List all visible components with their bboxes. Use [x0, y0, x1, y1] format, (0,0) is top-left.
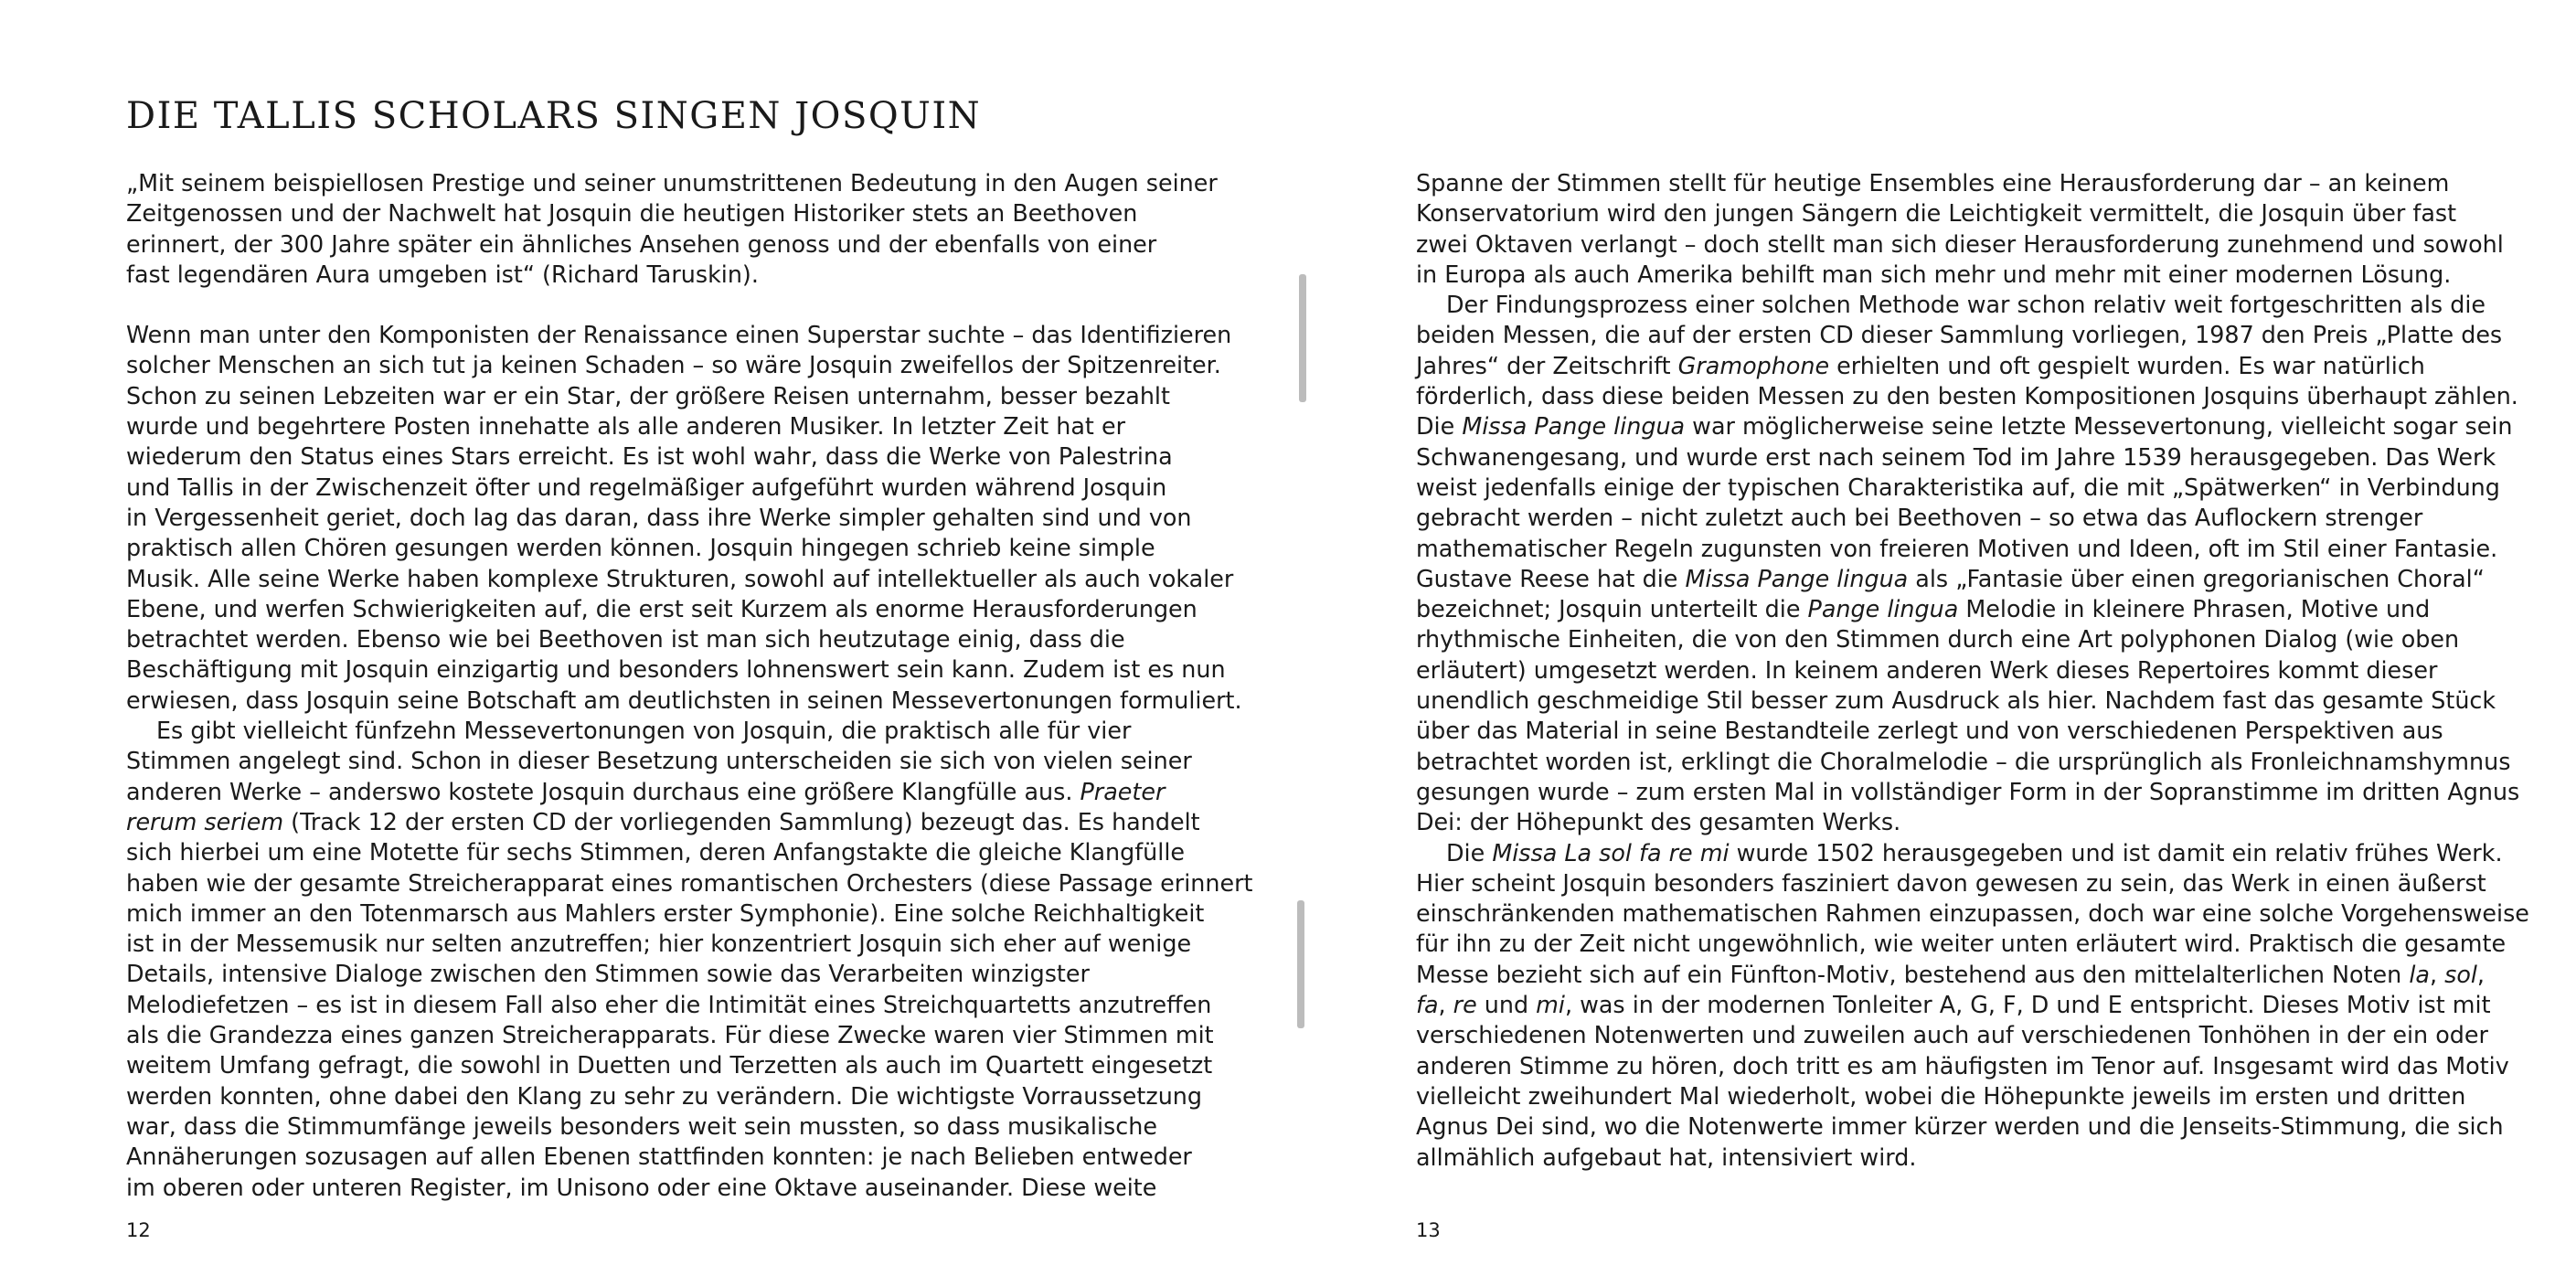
text-line [126, 229, 1223, 260]
text-run: Dei: der Höhepunkt des gesamten Werks. [1416, 808, 1901, 836]
text-line [1416, 198, 2504, 229]
text-line [1416, 747, 2511, 777]
text-run: erinnert, der 300 Jahre später ein ähnliches Ansehen genoss und der ebenfalls von einer [126, 229, 1157, 258]
text-run: Details, intensive Dialoge zwischen den Stimmen sowie das Verarbeiten winzigster [126, 960, 1090, 988]
text-run: Stimmen angelegt sind. Schon in dieser Besetzung unterscheiden sie sich von vielen seiner [126, 747, 1192, 775]
text-line [126, 198, 1223, 229]
page-title: DIE TALLIS SCHOLARS SINGEN JOSQUIN [126, 95, 982, 137]
text-run: Hier scheint Josquin besonders fasziniert davon gewesen zu sein, das Werk in einen äußerst [1416, 868, 2486, 897]
text-line [126, 990, 1223, 1020]
text-run: Jahres“ der Zeitschrift [1416, 351, 1678, 379]
text-run: Es gibt vielleicht fünfzehn Messevertonungen von Josquin, die praktisch alle für vier [156, 717, 1132, 745]
text-line [126, 1111, 1223, 1142]
text-run: und Tallis in der Zwischenzeit öfter und regelmäßiger aufgeführt wurden während Josquin [126, 473, 1167, 501]
text-line [1416, 1111, 2504, 1142]
text-line [1416, 1051, 2509, 1081]
text-line [126, 320, 1232, 350]
text-run: weist jedenfalls einige der typischen Charakteristika auf, die mit „Spätwerken“ in Verbindung [1416, 473, 2500, 501]
text-run: gesungen wurde – zum ersten Mal in vollständiger Form in der Sopranstimme im dritten Agnus [1416, 777, 2520, 805]
text-run: haben wie der gesamte Streicherapparat eines romantischen Orchesters (diese Passage erinnert [126, 868, 1253, 897]
right-page [1288, 0, 2576, 1276]
italic-text: Missa Pange lingua [1685, 564, 1909, 592]
text-line [126, 1020, 1223, 1050]
text-run: und [1476, 991, 1537, 1019]
italic-text: rerum seriem [126, 807, 284, 835]
text-line [126, 868, 1253, 899]
text-run: als „Fantasie über einen gregorianischen Choral“ [1908, 564, 2485, 592]
page-number-left: 12 [126, 1219, 151, 1241]
text-run: Konservatorium wird den jungen Sängern die Leichtigkeit vermittelt, die Josquin über fast [1416, 199, 2457, 228]
text-line [1416, 1081, 2504, 1111]
text-run: Gustave Reese hat die [1416, 564, 1686, 592]
text-run: sich hierbei um eine Motette für sechs Stimmen, deren Anfangstakte die gleiche Klangfülle [126, 838, 1186, 867]
text-line [1416, 807, 2504, 837]
text-run: erläutert) umgesetzt werden. In keinem anderen Werk dieses Repertoires kommt dieser [1416, 655, 2438, 684]
body-paragraph [1416, 838, 2529, 1173]
text-line [1416, 990, 2504, 1020]
text-line [126, 899, 1223, 929]
text-line [1416, 929, 2507, 959]
text-line [126, 1142, 1223, 1172]
text-run: solcher Menschen an sich tut ja keinen Schaden – so wäre Josquin zweifellos der Spitzenreiter. [126, 351, 1221, 379]
body-paragraph [126, 716, 1253, 1203]
text-run: Zeitgenossen und der Nachwelt hat Josquin die heutigen Historiker stets an Beethoven [126, 199, 1138, 228]
text-run: allmählich aufgebaut hat, intensiviert wird. [1416, 1143, 1917, 1171]
text-run: Wenn man unter den Komponisten der Renaissance einen Superstar suchte – das Identifizieren [126, 321, 1232, 349]
body-paragraph [126, 168, 1223, 290]
text-run: für ihn zu der Zeit nicht ungewöhnlich, wie weiter unten erläutert wird. Praktisch die gesamte [1416, 930, 2507, 958]
body-paragraph [1416, 290, 2520, 837]
text-run: bezeichnet; Josquin unterteilt die [1416, 595, 1808, 623]
text-line [126, 716, 1223, 746]
text-line [1416, 868, 2504, 899]
text-line [1416, 1143, 2504, 1173]
text-line [126, 837, 1223, 867]
text-run: Melodie in kleinere Phrasen, Motive und [1958, 595, 2431, 623]
text-run: rhythmische Einheiten, die von den Stimmen durch eine Art polyphonen Dialog (wie oben [1416, 625, 2460, 654]
text-run: werden konnten, ohne dabei den Klang zu sehr zu verändern. Die wichtigste Vorraussetzung [126, 1081, 1202, 1110]
text-line [1416, 351, 2504, 381]
italic-text: re [1453, 991, 1477, 1019]
text-line [1416, 534, 2504, 564]
text-run: war, dass die Stimmumfänge jeweils besonders weit sein mussten, so dass musikalische [126, 1111, 1157, 1140]
text-run: weitem Umfang gefragt, die sowohl in Duetten und Terzetten als auch im Quartett eingesetzt [126, 1051, 1213, 1079]
text-line [1416, 960, 2504, 990]
text-run: Schon zu seinen Lebzeiten war er ein Star, der größere Reisen unternahm, besser bezahlt [126, 381, 1170, 409]
text-run: zwei Oktaven verlangt – doch stellt man sich dieser Herausforderung zunehmend und sowohl [1416, 229, 2504, 258]
text-line [126, 381, 1223, 411]
text-line [1416, 320, 2504, 350]
text-run: über das Material in seine Bestandteile zerlegt und von verschiedenen Perspektiven aus [1416, 717, 2443, 745]
text-run: ist in der Messemusik nur selten anzutreffen; hier konzentriert Josquin sich eher auf wenige [126, 930, 1192, 958]
body-paragraph [126, 320, 1242, 716]
text-run: praktisch allen Chören gesungen werden können. Josquin hingegen schrieb keine simple [126, 534, 1155, 562]
text-run: wurde und begehrtere Posten innehatte als alle anderen Musiker. In letzter Zeit hat er [126, 412, 1126, 441]
text-run: einschränkenden mathematischen Rahmen einzupassen, doch war eine solche Vorgehensweise [1416, 899, 2529, 928]
text-run: gebracht werden – nicht zuletzt auch bei Beethoven – so etwa das Auflockern strenger [1416, 504, 2423, 532]
text-line [1416, 716, 2504, 746]
text-line [1416, 411, 2513, 441]
italic-text: Pange lingua [1807, 595, 1959, 623]
text-line [1416, 229, 2504, 260]
text-line [126, 1081, 1223, 1111]
text-run: mich immer an den Totenmarsch aus Mahlers erster Symphonie). Eine solche Reichhaltigkeit [126, 899, 1205, 927]
text-line [126, 473, 1223, 503]
text-run: Melodiefetzen – es ist in diesem Fall also eher die Intimität eines Streichquartetts anzutreffen [126, 990, 1212, 1018]
text-run: als die Grandezza eines ganzen Streicherapparats. Für diese Zwecke waren vier Stimmen mit [126, 1021, 1214, 1049]
text-run: Beschäftigung mit Josquin einzigartig und besonders lohnenswert sein kann. Zudem ist es nun [126, 655, 1226, 684]
text-run: Die [1446, 838, 1493, 867]
text-run: Der Findungsprozess einer solchen Methode war schon relativ weit fortgeschritten als die [1446, 291, 2486, 319]
text-run: „Mit seinem beispiellosen Prestige und seiner unumstrittenen Bedeutung in den Augen seiner [126, 169, 1218, 197]
text-line [126, 503, 1223, 533]
italic-text: Praeter [1080, 777, 1166, 805]
text-line [1416, 473, 2504, 503]
italic-text: la [2409, 960, 2430, 988]
italic-text: Gramophone [1677, 351, 1830, 379]
text-line [1416, 1020, 2504, 1050]
text-run: verschiedenen Notenwerten und zuweilen auch auf verschiedenen Tonhöhen in der ein oder [1416, 1021, 2488, 1049]
text-line [1416, 260, 2504, 290]
text-line [126, 807, 1223, 837]
text-line [1416, 899, 2529, 929]
italic-text: mi [1536, 991, 1565, 1019]
body-paragraph [1416, 168, 2504, 290]
text-line [1416, 168, 2504, 198]
text-run: vielleicht zweihundert Mal wiederholt, wobei die Höhepunkte jeweils im ersten und dritten [1416, 1081, 2466, 1110]
text-line [126, 929, 1223, 959]
text-run: Musik. Alle seine Werke haben komplexe Strukturen, sowohl auf intellektueller als auch vokaler [126, 564, 1234, 592]
italic-text: sol [2444, 960, 2477, 988]
text-line [126, 564, 1234, 594]
text-run: wurde 1502 herausgegeben und ist damit ein relativ frühes Werk. [1729, 838, 2503, 867]
text-run: Spanne der Stimmen stellt für heutige Ensembles eine Herausforderung dar – an keinem [1416, 169, 2450, 197]
text-line [1416, 655, 2504, 686]
text-run: , [1438, 991, 1453, 1019]
text-run: Die [1416, 412, 1463, 441]
text-run: anderen Stimme zu hören, doch tritt es am häufigsten im Tenor auf. Insgesamt wird das Motiv [1416, 1051, 2509, 1079]
text-run: betrachtet worden ist, erklingt die Choralmelodie – die ursprünglich als Fronleichnamshymnus [1416, 747, 2511, 775]
text-line [126, 594, 1223, 624]
text-line [126, 260, 1223, 290]
text-line [126, 959, 1223, 989]
text-run: (Track 12 der ersten CD der vorliegenden Sammlung) bezeugt das. Es handelt [283, 807, 1200, 835]
text-run: unendlich geschmeidige Stil besser zum Ausdruck als hier. Nachdem fast das gesamte Stück [1416, 686, 2496, 715]
text-run: , was in der modernen Tonleiter A, G, F, D und E entspricht. Dieses Motiv ist mit [1564, 991, 2491, 1019]
text-run: erwiesen, dass Josquin seine Botschaft am deutlichsten in seinen Messevertonungen formuliert. [126, 686, 1242, 714]
text-run: mathematischer Regeln zugunsten von freieren Motiven und Ideen, oft im Stil einer Fantasie. [1416, 534, 2498, 562]
left-body-text [126, 168, 1253, 1203]
text-run: Ebene, und werfen Schwierigkeiten auf, die erst seit Kurzem als enorme Herausforderungen [126, 594, 1198, 622]
text-run: , [2476, 960, 2485, 988]
text-line [1416, 686, 2504, 716]
text-run: betrachtet werden. Ebenso wie bei Beethoven ist man sich heutzutage einig, dass die [126, 625, 1125, 654]
text-run: förderlich, dass diese beiden Messen zu den besten Kompositionen Josquins überhaupt zählen. [1416, 382, 2518, 410]
text-line [126, 1173, 1223, 1203]
text-line [1416, 838, 2504, 868]
text-line [126, 746, 1223, 776]
text-run: beiden Messen, die auf der ersten CD dieser Sammlung vorliegen, 1987 den Preis „Platte des [1416, 321, 2503, 349]
text-run: wiederum den Status eines Stars erreicht. Es ist wohl wahr, dass die Werke von Palestrina [126, 442, 1173, 471]
text-line [1416, 564, 2504, 594]
text-run: im oberen oder unteren Register, im Unisono oder eine Oktave auseinander. Diese weite [126, 1173, 1157, 1201]
text-line [1416, 503, 2504, 533]
text-line [126, 777, 1223, 807]
text-run: in Vergessenheit geriet, doch lag das daran, dass ihre Werke simpler gehalten sind und von [126, 503, 1192, 531]
text-line [1416, 624, 2504, 654]
text-line [1416, 442, 2504, 473]
text-line [1416, 594, 2504, 624]
text-line [1416, 381, 2518, 411]
text-run: Schwanengesang, und wurde erst nach seinem Tod im Jahre 1539 herausgegeben. Das Werk [1416, 442, 2496, 471]
text-line [1416, 777, 2520, 807]
text-run: erhielten und oft gespielt wurden. Es war natürlich [1829, 351, 2425, 379]
text-run: Agnus Dei sind, wo die Notenwerte immer kürzer werden und die Jenseits-Stimmung, die sich [1416, 1112, 2504, 1141]
text-line [126, 441, 1223, 472]
italic-text: Missa La sol fa re mi [1492, 838, 1730, 867]
text-line [126, 624, 1223, 654]
text-run: , [2429, 960, 2445, 988]
text-run: fast legendären Aura umgeben ist“ (Richard Taruskin). [126, 260, 759, 288]
italic-text: fa [1416, 991, 1439, 1019]
right-body-text [1416, 168, 2529, 1173]
text-line [126, 654, 1226, 685]
text-line [126, 686, 1242, 716]
text-run: anderen Werke – anderswo kostete Josquin durchaus eine größere Klangfülle aus. [126, 777, 1080, 805]
text-run: in Europa als auch Amerika behilft man sich mehr und mehr mit einer modernen Lösung. [1416, 260, 2452, 288]
page-number-right: 13 [1416, 1219, 1441, 1241]
text-run: Annäherungen sozusagen auf allen Ebenen stattfinden konnten: je nach Belieben entweder [126, 1143, 1192, 1171]
text-run: war möglicherweise seine letzte Messevertonung, vielleicht sogar sein [1685, 412, 2513, 441]
text-line [126, 533, 1223, 563]
text-line [126, 168, 1223, 198]
italic-text: Missa Pange lingua [1462, 412, 1686, 441]
text-line [1416, 290, 2504, 320]
text-line [126, 411, 1223, 441]
text-line [126, 1050, 1223, 1080]
text-line [126, 350, 1223, 380]
text-run: Messe bezieht sich auf ein Fünfton-Motiv, bestehend aus den mittelalterlichen Noten [1416, 960, 2410, 988]
